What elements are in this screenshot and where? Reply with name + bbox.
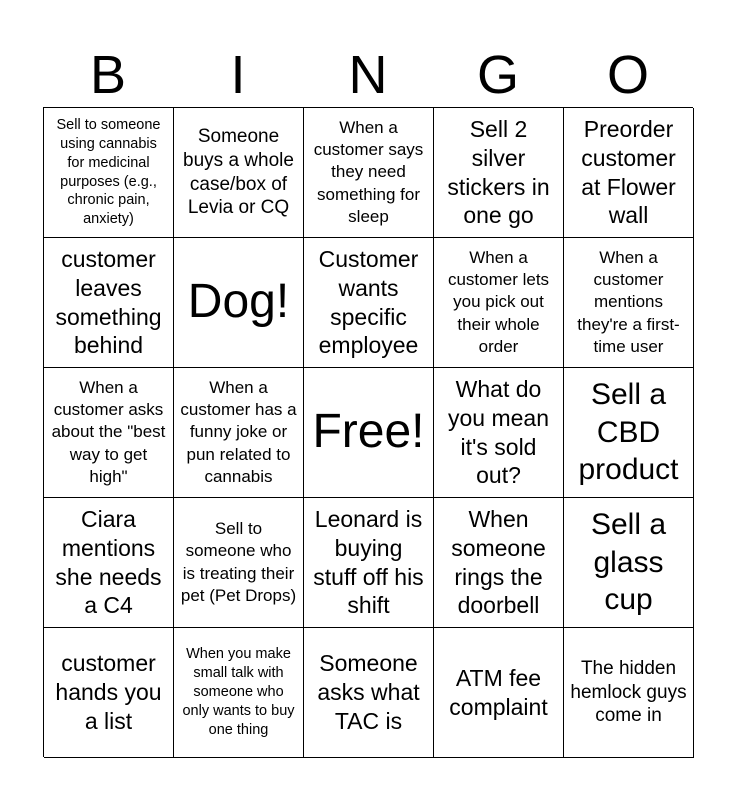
bingo-cell-r2-c3[interactable]: Customer wants specific employee bbox=[304, 238, 434, 368]
bingo-cell-r4-c1[interactable]: Ciara mentions she needs a C4 bbox=[44, 498, 174, 628]
bingo-cell-r1-c2[interactable]: Someone buys a whole case/box of Levia or CQ bbox=[174, 108, 304, 238]
bingo-cell-r1-c1[interactable]: Sell to someone using cannabis for medicinal purposes (e.g., chronic pain, anxiety) bbox=[44, 108, 174, 238]
bingo-cell-r2-c4[interactable]: When a customer lets you pick out their whole order bbox=[434, 238, 564, 368]
bingo-cell-r4-c4[interactable]: When someone rings the doorbell bbox=[434, 498, 564, 628]
bingo-cell-r3-c4[interactable]: What do you mean it's sold out? bbox=[434, 368, 564, 498]
bingo-board bbox=[43, 107, 693, 757]
bingo-cell-r5-c3[interactable]: Someone asks what TAC is bbox=[304, 628, 434, 758]
bingo-cell-r1-c4[interactable]: Sell 2 silver stickers in one go bbox=[434, 108, 564, 238]
bingo-header bbox=[43, 45, 693, 105]
bingo-cell-r3-c2[interactable]: When a customer has a funny joke or pun related to cannabis bbox=[174, 368, 304, 498]
header-letter-g: G bbox=[476, 45, 519, 105]
bingo-cell-r2-c5[interactable]: When a customer mentions they're a first-time user bbox=[564, 238, 694, 368]
bingo-cell-r2-c1[interactable]: customer leaves something behind bbox=[44, 238, 174, 368]
bingo-cell-r5-c4[interactable]: ATM fee complaint bbox=[434, 628, 564, 758]
bingo-cell-r4-c3[interactable]: Leonard is buying stuff off his shift bbox=[304, 498, 434, 628]
bingo-cell-r3-c1[interactable]: When a customer asks about the "best way to get high" bbox=[44, 368, 174, 498]
bingo-cell-r1-c3[interactable]: When a customer says they need something for sleep bbox=[304, 108, 434, 238]
bingo-cell-r2-c2[interactable]: Dog! bbox=[174, 238, 304, 368]
bingo-cell-r3-c5[interactable]: Sell a CBD product bbox=[564, 368, 694, 498]
bingo-cell-r4-c2[interactable]: Sell to someone who is treating their pet (Pet Drops) bbox=[174, 498, 304, 628]
bingo-cell-r4-c5[interactable]: Sell a glass cup bbox=[564, 498, 694, 628]
bingo-cell-r3-c3-free[interactable]: Free! bbox=[304, 368, 434, 498]
bingo-cell-r5-c2[interactable]: When you make small talk with someone who only wants to buy one thing bbox=[174, 628, 304, 758]
header-letter-b: B bbox=[89, 45, 127, 105]
header-letter-i: I bbox=[230, 45, 246, 105]
bingo-cell-r5-c1[interactable]: customer hands you a list bbox=[44, 628, 174, 758]
bingo-cell-r5-c5[interactable]: The hidden hemlock guys come in bbox=[564, 628, 694, 758]
bingo-cell-r1-c5[interactable]: Preorder customer at Flower wall bbox=[564, 108, 694, 238]
header-letter-n: N bbox=[348, 45, 388, 105]
header-letter-o: O bbox=[606, 45, 649, 105]
